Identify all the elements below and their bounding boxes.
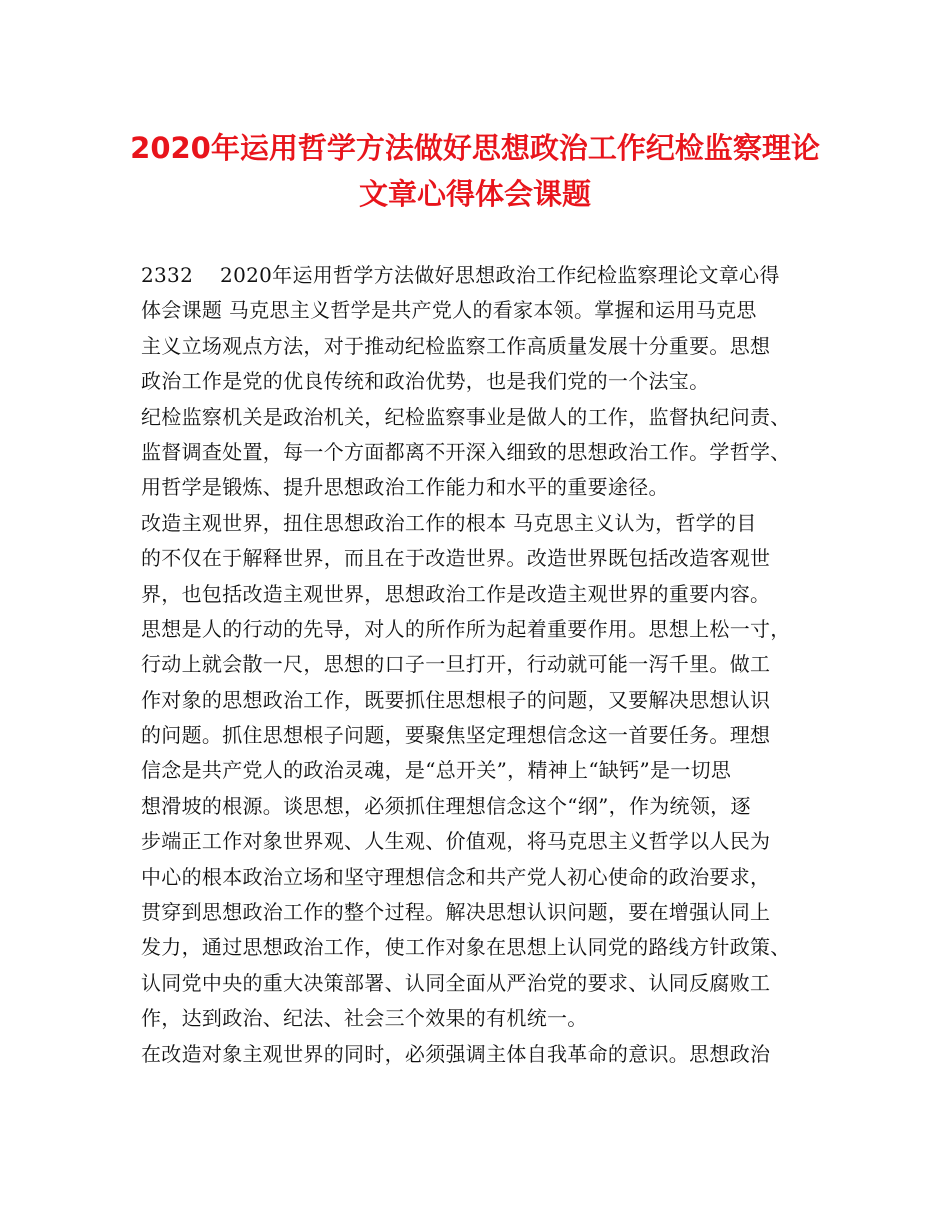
body-text-line: 步端正工作对象世界观、人生观、价值观，将马克思主义哲学以人民为	[141, 829, 771, 854]
body-text-line: 政治工作是党的优良传统和政治优势，也是我们党的一个法宝。	[141, 369, 710, 394]
document-body	[141, 258, 831, 1072]
body-text-line: 作，达到政治、纪法、社会三个效果的有机统一。	[141, 1006, 588, 1031]
body-text-line: 发力，通过思想政治工作，使工作对象在思想上认同党的路线方针政策、	[141, 935, 791, 960]
body-text-line: 行动上就会散一尺，思想的口子一旦打开，行动就可能一泻千里。做工	[141, 652, 771, 677]
body-text-line: 在改造对象主观世界的同时，必须强调主体自我革命的意识。思想政治	[141, 1041, 771, 1066]
body-text-line: 界，也包括改造主观世界，思想政治工作是改造主观世界的重要内容。	[141, 581, 771, 606]
body-text-line: 想滑坡的根源。谈思想，必须抓住理想信念这个“纲”，作为统领，逐	[141, 793, 751, 818]
body-text-line: 主义立场观点方法，对于推动纪检监察工作高质量发展十分重要。思想	[141, 333, 771, 358]
body-text-line: 中心的根本政治立场和坚守理想信念和共产党人初心使命的政治要求，	[141, 864, 771, 889]
body-text-line: 纪检监察机关是政治机关，纪检监察事业是做人的工作，监督执纪问责、	[141, 404, 791, 429]
document-title-line-2: 文章心得体会课题	[358, 177, 591, 211]
body-text-line: 改造主观世界，扭住思想政治工作的根本 马克思主义认为，哲学的目	[141, 510, 757, 535]
body-text-line: 贯穿到思想政治工作的整个过程。解决思想认识问题，要在增强认同上	[141, 900, 771, 925]
body-text-line: 监督调查处置，每一个方面都离不开深入细致的思想政治工作。学哲学、	[141, 439, 791, 464]
body-text-line: 体会课题 马克思主义哲学是共产党人的看家本领。掌握和运用马克思	[141, 298, 757, 323]
body-text-line: 思想是人的行动的先导，对人的所作所为起着重要作用。思想上松一寸，	[141, 616, 791, 641]
body-text-line: 的问题。抓住思想根子问题，要聚焦坚定理想信念这一首要任务。理想	[141, 723, 771, 748]
document-title-line-1: 2020年运用哲学方法做好思想政治工作纪检监察理论	[130, 131, 820, 165]
body-text-line: 用哲学是锻炼、提升思想政治工作能力和水平的重要途径。	[141, 475, 669, 500]
body-text-line: 信念是共产党人的政治灵魂，是“总开关”，精神上“缺钙”是一切思	[141, 758, 732, 783]
body-text-line: 认同党中央的重大决策部署、认同全面从严治党的要求、认同反腐败工	[141, 970, 771, 995]
body-text-line: 2332 2020年运用哲学方法做好思想政治工作纪检监察理论文章心得	[141, 263, 780, 287]
body-text-line: 的不仅在于解释世界，而且在于改造世界。改造世界既包括改造客观世	[141, 546, 771, 571]
body-text-line: 作对象的思想政治工作，既要抓住思想根子的问题，又要解决思想认识	[141, 687, 771, 712]
